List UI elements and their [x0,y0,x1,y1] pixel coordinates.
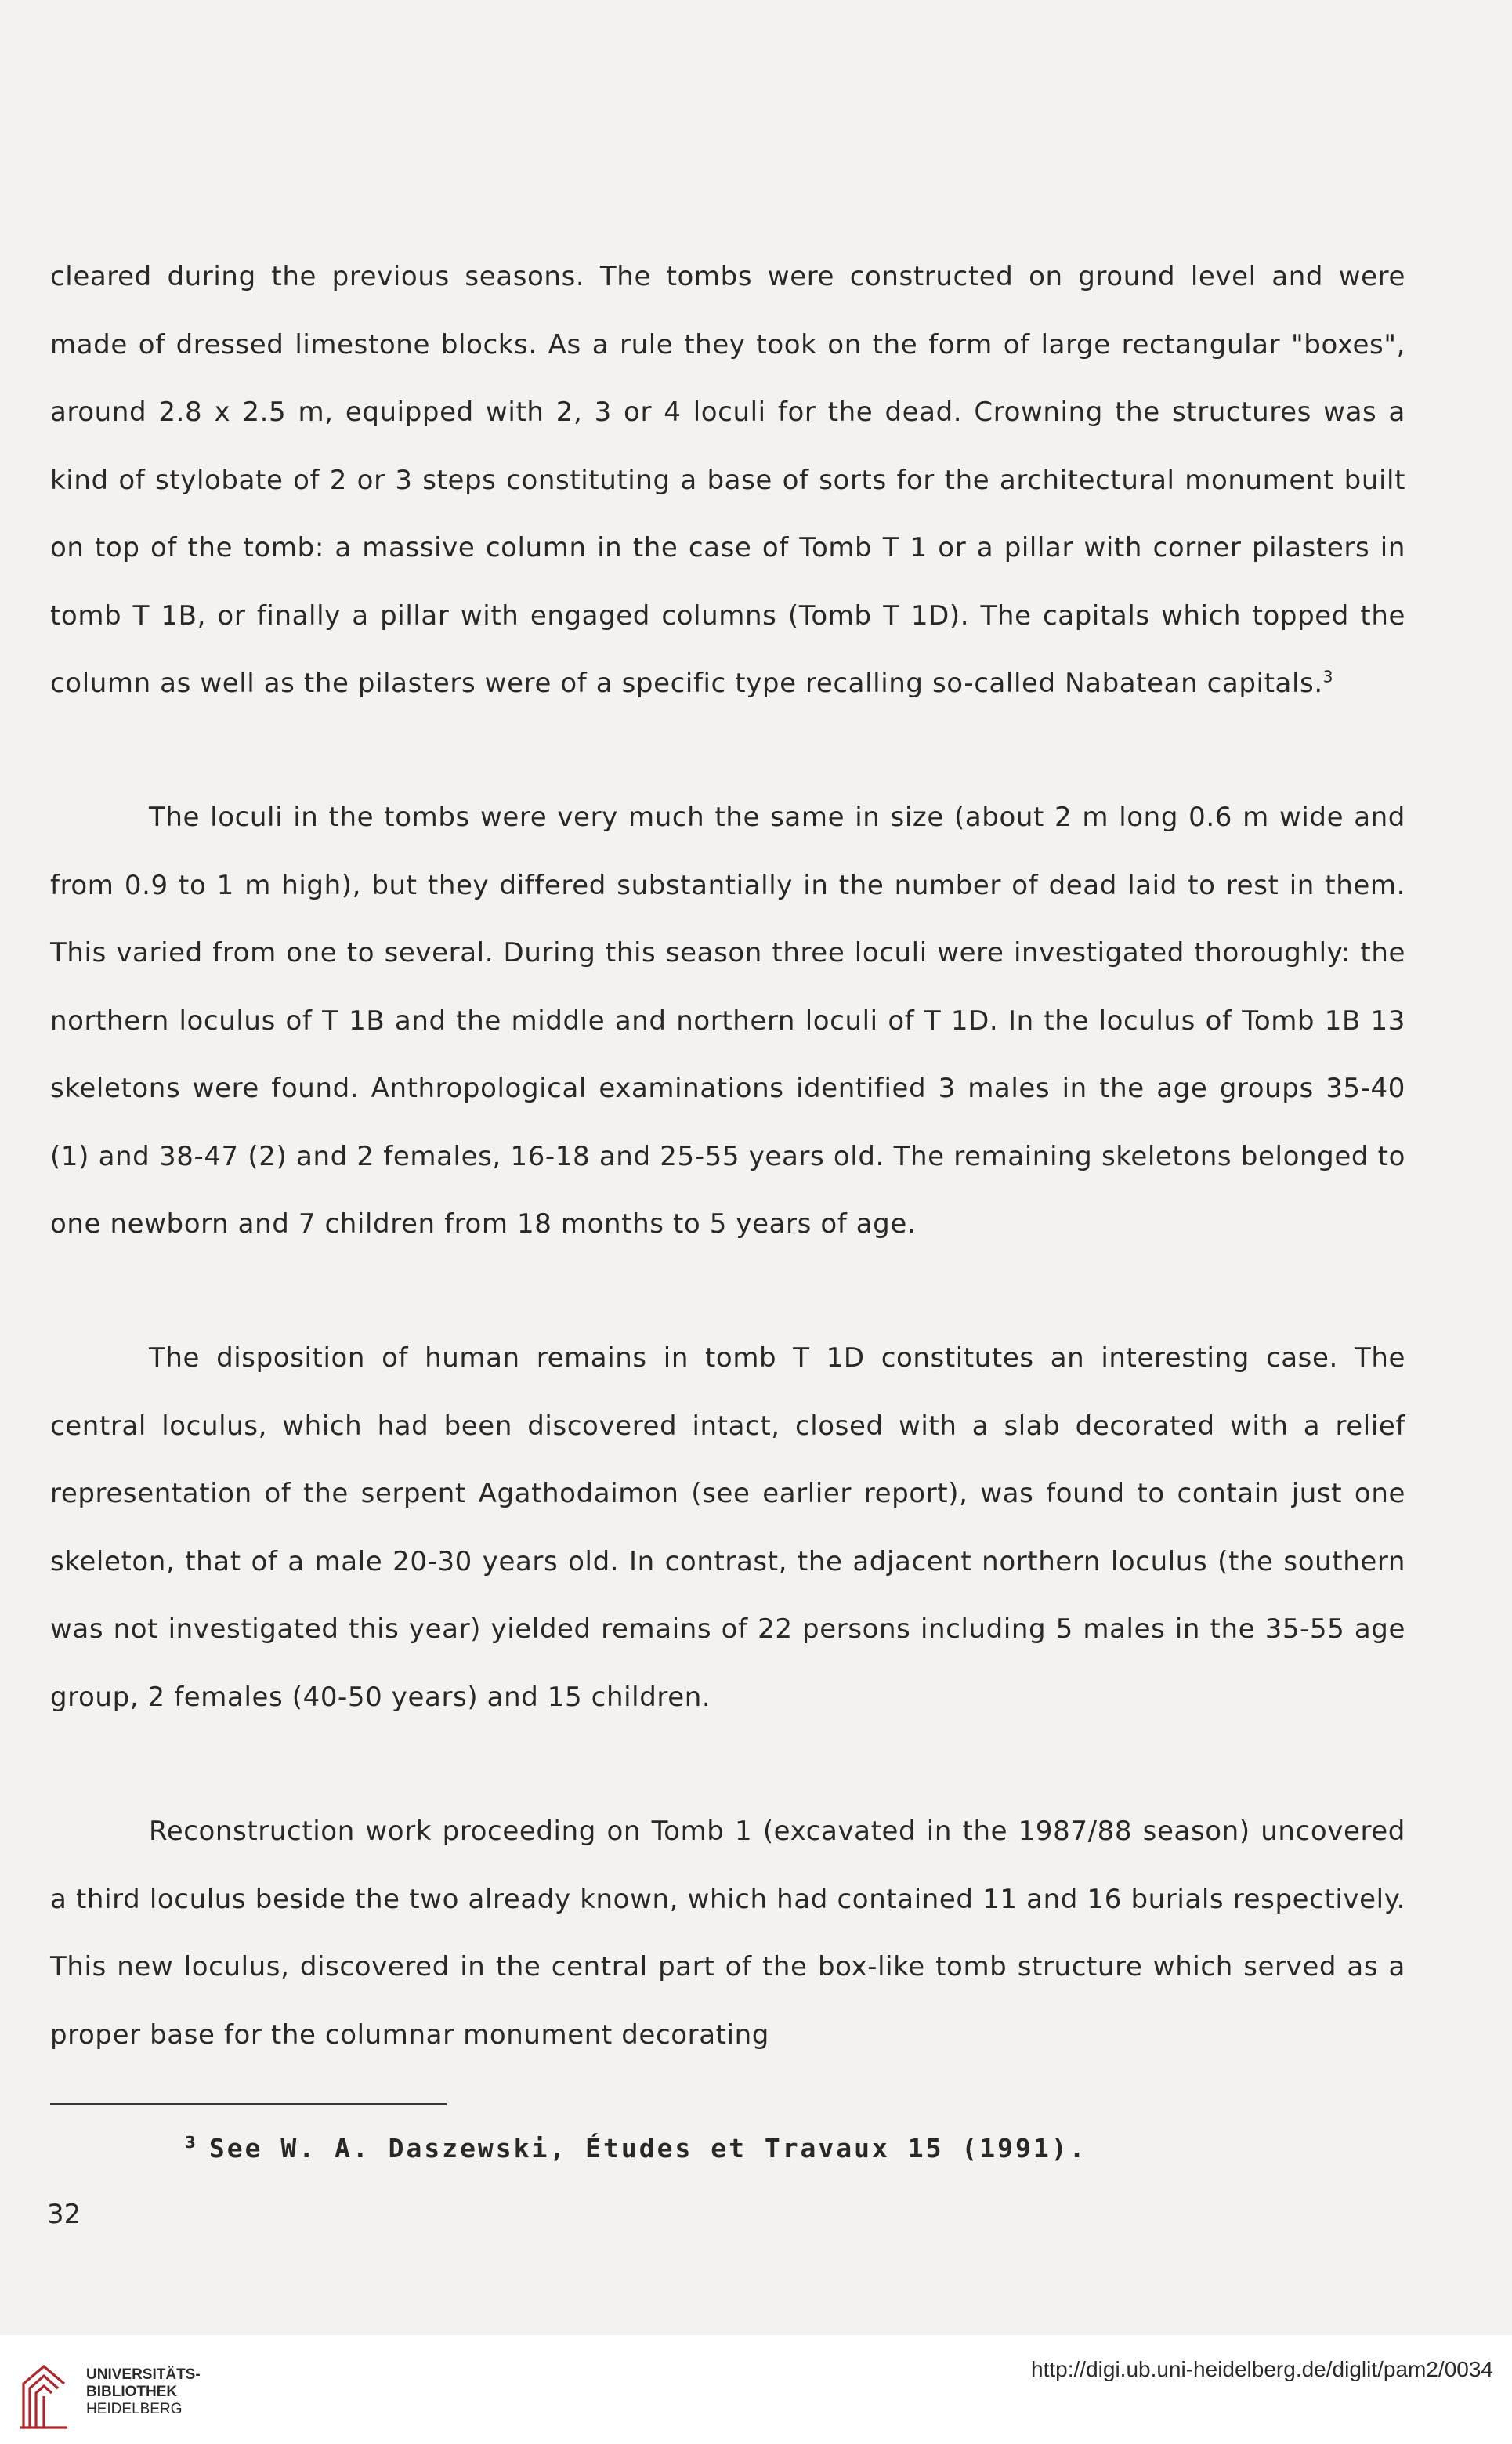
library-name-line-2: BIBLIOTHEK [86,2384,178,2400]
paragraph-4: Reconstruction work proceeding on Tomb 1 (excavated in the 1987/88 season) uncovered a third loculus beside the two already known, which had contained 11 and 16 burials respectively. This new loculus, discovered in the central part of the box-like tomb structure which served as a proper base for the columnar monument decorating [50,1816,1405,2051]
paragraph-1-text: cleared during the previous seasons. The tombs were constructed on ground level and were made of dressed limestone blocks. As a rule they took on the form of large rectangular "boxes", around 2.8 x 2.5 m, equipped with 2, 3 or 4 loculi for the dead. Crowning the structures was a kind of stylobate of 2 or 3 steps constituting a base of sorts for the architectural monument built on top of the tomb: a massive column in the case of Tomb T 1 or a pillar with corner pilasters in tomb T 1B, or finally a pillar with engaged columns (Tomb T 1D). The capitals which topped the column as well as the pilasters were of a specific type recalling so-called Nabatean capitals. [50,261,1405,699]
paragraph-2: The loculi in the tombs were very much the same in size (about 2 m long 0.6 m wide and from 0.9 to 1 m high), but they differed substantially in the number of dead laid to rest in them. This varied from one to several. During this season three loculi were investigated thoroughly: the northern loculus of T 1B and the middle and northern loculi of T 1D. In the loculus of Tomb 1B 13 skeletons were found. Anthropological examinations identified 3 males in the age groups 35-40 (1) and 38-47 (2) and 2 females, 16-18 and 25-55 years old. The remaining skeletons belonged to one newborn and 7 children from 18 months to 5 years of age. [50,802,1405,1240]
library-name [86,2366,201,2418]
library-logo-icon [17,2360,72,2429]
footnote-divider [50,2103,447,2105]
footnote-reference: 3 [1322,667,1334,686]
footnote-number: 3 [185,2133,198,2152]
paragraph-3: The disposition of human remains in tomb T 1D constitutes an interesting case. The central loculus, which had been discovered intact, closed with a slab decorated with a relief representation of the serpent Agathodaimon (see earlier report), was found to contain just one skeleton, that of a male 20-30 years old. In contrast, the adjacent northern loculus (the southern was not investigated this year) yielded remains of 22 persons including 5 males in the 35-55 age group, 2 females (40-50 years) and 15 children. [50,1342,1405,1713]
footnote-text: See W. A. Daszewski, Études et Travaux 15 (1991). [208,2133,1087,2163]
footnote [185,2133,1087,2163]
library-name-line-1: UNIVERSITÄTS- [86,2366,201,2383]
digitization-footer [0,2335,1512,2444]
paragraph-1 [50,243,1405,718]
library-name-line-3: HEIDELBERG [86,2401,183,2417]
page-number: 32 [47,2199,81,2230]
source-url-link[interactable]: http://digi.ub.uni-heidelberg.de/diglit/pam2/0034 [1031,2357,1493,2381]
